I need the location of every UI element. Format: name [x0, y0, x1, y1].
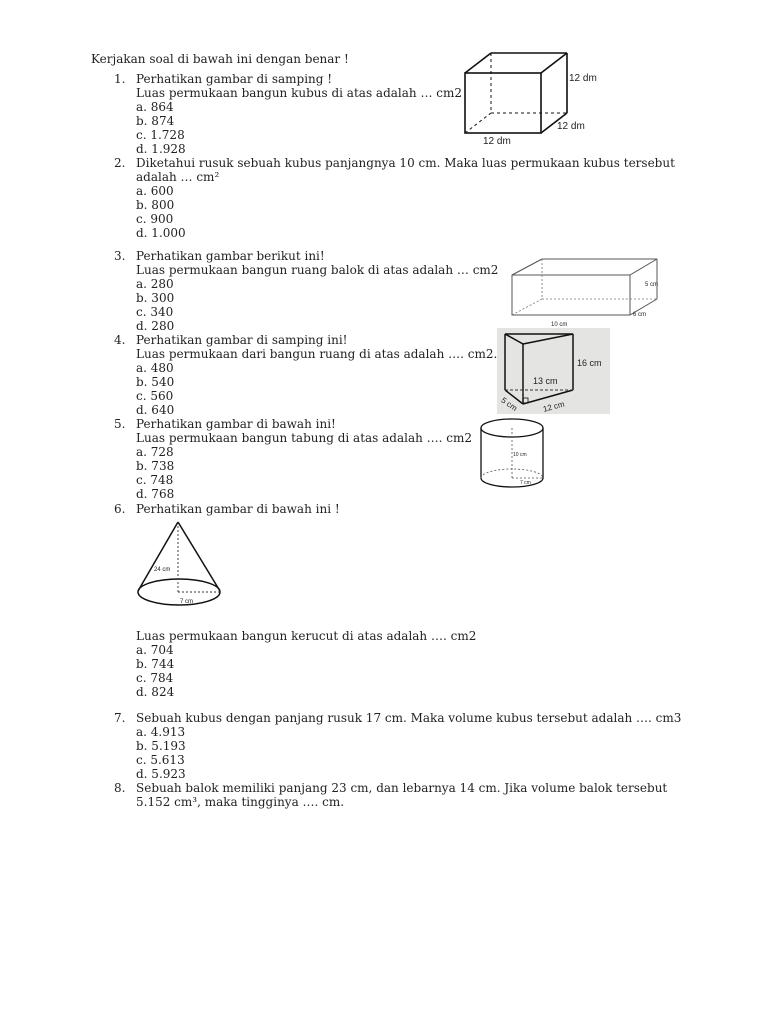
- answer-option-c: c. 748: [136, 473, 174, 487]
- answer-option-c: c. 560: [136, 389, 174, 403]
- answer-option-c: c. 5.613: [136, 753, 185, 767]
- question-number: 7.: [114, 711, 126, 725]
- answer-option-c: c. 1.728: [136, 128, 185, 142]
- question-text: 5.152 cm³, maka tingginya …. cm.: [136, 795, 345, 809]
- answer-option-a: a. 4.913: [136, 725, 186, 739]
- cylinder-figure: [476, 415, 548, 493]
- question-text: Luas permukaan bangun kerucut di atas adalah …. cm2: [136, 629, 477, 643]
- answer-option-b: b. 5.193: [136, 739, 186, 753]
- answer-option-b: b. 874: [136, 114, 175, 128]
- question-text: Luas permukaan dari bangun ruang di atas adalah …. cm2.: [136, 347, 498, 361]
- cone-figure: [134, 518, 226, 610]
- cuboid-label-width: 6 cm: [633, 312, 647, 318]
- cube-label-height: 12 dm: [569, 73, 597, 84]
- cuboid-label-height: 5 cm: [645, 282, 659, 288]
- question-number: 3.: [114, 249, 126, 263]
- question-text: Perhatikan gambar di bawah ini !: [136, 502, 340, 516]
- answer-option-a: a. 600: [136, 184, 174, 198]
- prism-label-hypotenuse: 13 cm: [533, 376, 558, 386]
- triangular-prism-figure: [497, 328, 610, 414]
- question-text: Luas permukaan bangun kubus di atas adalah … cm2: [136, 86, 462, 100]
- answer-option-d: d. 5.923: [136, 767, 186, 781]
- question-number: 4.: [114, 333, 126, 347]
- question-text: Luas permukaan bangun tabung di atas adalah …. cm2: [136, 431, 473, 445]
- question-number: 2.: [114, 156, 126, 170]
- answer-option-d: d. 280: [136, 319, 175, 333]
- question-text: Diketahui rusuk sebuah kubus panjangnya 10 cm. Maka luas permukaan kubus tersebut: [136, 156, 675, 170]
- answer-option-d: d. 768: [136, 487, 175, 501]
- cylinder-label-radius: 7 cm: [520, 480, 531, 486]
- answer-option-b: b. 744: [136, 657, 175, 671]
- answer-option-b: b. 300: [136, 291, 175, 305]
- cylinder-label-height: 10 cm: [513, 452, 527, 458]
- answer-option-c: c. 784: [136, 671, 174, 685]
- answer-option-d: d. 640: [136, 403, 175, 417]
- cone-label-radius: 7 cm: [180, 599, 194, 605]
- question-text: adalah … cm²: [136, 170, 220, 184]
- answer-option-a: a. 728: [136, 445, 174, 459]
- answer-option-d: d. 1.928: [136, 142, 186, 156]
- question-text: Perhatikan gambar di samping ini!: [136, 333, 348, 347]
- answer-option-b: b. 540: [136, 375, 175, 389]
- question-text: Perhatikan gambar di bawah ini!: [136, 417, 336, 431]
- cube-figure: [455, 48, 615, 148]
- prism-label-length: 16 cm: [577, 358, 602, 368]
- question-number: 6.: [114, 502, 126, 516]
- answer-option-a: a. 480: [136, 361, 174, 375]
- answer-option-d: d. 1.000: [136, 226, 186, 240]
- question-text: Luas permukaan bangun ruang balok di atas adalah … cm2: [136, 263, 499, 277]
- answer-option-a: a. 280: [136, 277, 174, 291]
- answer-option-c: c. 900: [136, 212, 174, 226]
- answer-option-b: b. 800: [136, 198, 175, 212]
- question-text: Perhatikan gambar di samping !: [136, 72, 333, 86]
- question-text: Perhatikan gambar berikut ini!: [136, 249, 325, 263]
- answer-option-c: c. 340: [136, 305, 174, 319]
- cube-label-depth: 12 dm: [557, 121, 585, 132]
- question-number: 1.: [114, 72, 126, 86]
- cuboid-label-length: 10 cm: [551, 322, 568, 328]
- prism-label-base: 12 cm: [542, 399, 566, 414]
- question-number: 5.: [114, 417, 126, 431]
- answer-option-b: b. 738: [136, 459, 175, 473]
- question-number: 8.: [114, 781, 126, 795]
- instruction-text: Kerjakan soal di bawah ini dengan benar !: [91, 52, 349, 66]
- cone-label-height: 24 cm: [154, 567, 171, 573]
- prism-label-height: 5 cm: [499, 395, 519, 413]
- answer-option-d: d. 824: [136, 685, 175, 699]
- answer-option-a: a. 864: [136, 100, 174, 114]
- question-text: Sebuah balok memiliki panjang 23 cm, dan lebarnya 14 cm. Jika volume balok tersebut: [136, 781, 668, 795]
- cuboid-figure: [505, 253, 665, 331]
- answer-option-a: a. 704: [136, 643, 174, 657]
- cube-label-width: 12 dm: [483, 136, 511, 147]
- question-text: Sebuah kubus dengan panjang rusuk 17 cm. Maka volume kubus tersebut adalah …. cm3: [136, 711, 682, 725]
